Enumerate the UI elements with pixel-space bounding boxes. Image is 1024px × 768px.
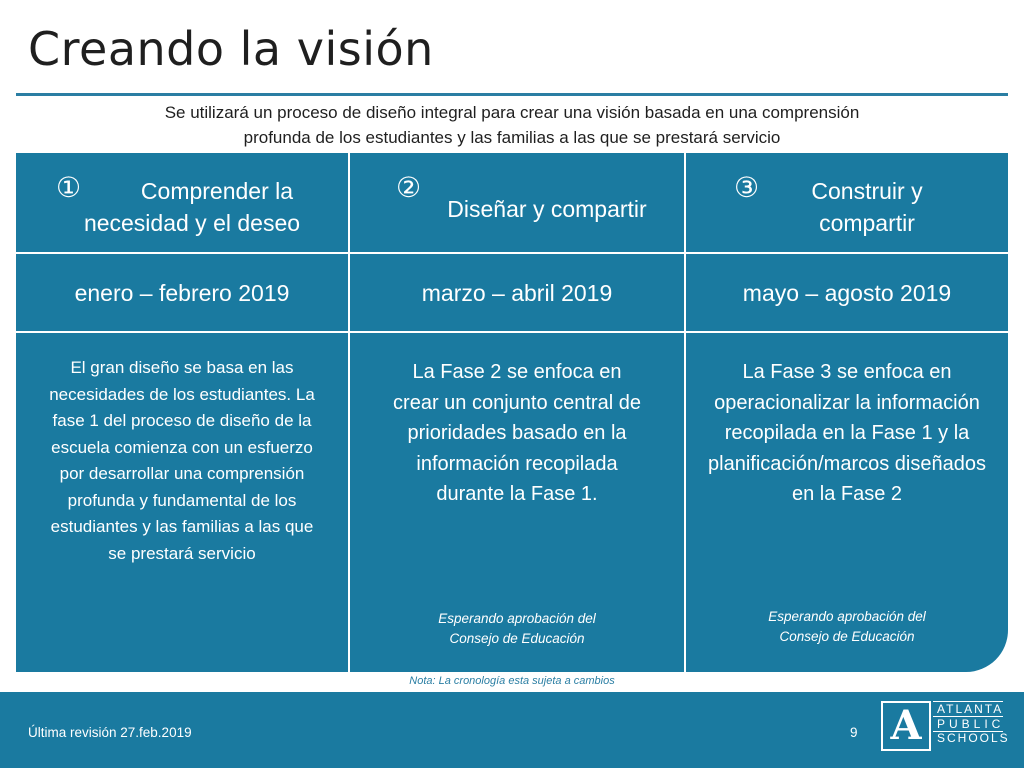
phase-2-pending-note xyxy=(350,609,684,649)
column-divider xyxy=(348,153,350,672)
logo-line-1: ATLANTA xyxy=(937,702,1004,716)
phase-3-pending-note xyxy=(686,607,1008,647)
phase-description-row xyxy=(16,333,1008,672)
phase-1-description-cell xyxy=(16,333,348,672)
phase-1-dates-cell xyxy=(16,254,348,331)
column-divider xyxy=(684,153,686,672)
phase-1-title-line-2: necesidad y el deseo xyxy=(83,210,301,236)
phase-3-title-line-1: Construir y xyxy=(811,178,923,204)
slide-subtitle xyxy=(60,100,964,150)
phase-2-description-cell xyxy=(350,333,684,672)
phases-table xyxy=(16,153,1008,672)
phase-3-pending-line-1: Esperando aprobación del xyxy=(768,609,926,624)
subtitle-line-1: Se utilizará un proceso de diseño integral para crear una visión basada en una comprensión xyxy=(164,103,860,122)
atlanta-public-schools-logo xyxy=(881,701,1010,753)
phase-2-header xyxy=(350,153,684,252)
title-divider xyxy=(16,93,1008,96)
phase-3-title-line-2: compartir xyxy=(819,210,915,236)
phase-1-header xyxy=(16,153,348,252)
phase-3-dates-cell xyxy=(686,254,1008,331)
phase-1-description: El gran diseño se basa en las necesidades de los estudiantes. La fase 1 del proceso de diseño de la escuela comienza con un esfuerzo por desarrollar una comprensión profunda y fundamental de los estudiantes y las familias a las que se prestará servicio xyxy=(49,358,315,563)
phase-2-dates-cell xyxy=(350,254,684,331)
phase-1-number: ① xyxy=(56,171,82,204)
phase-1-title xyxy=(76,175,348,239)
phase-1-dates: enero – febrero 2019 xyxy=(74,280,290,306)
phase-3-description: La Fase 3 se enfoca en operacionalizar la información recopilada en la Fase 1 y la planificación/marcos diseñados en la Fase 2 xyxy=(708,361,986,505)
page-number: 9 xyxy=(850,725,858,740)
phase-3-dates: mayo – agosto 2019 xyxy=(742,280,952,306)
phase-2-number: ② xyxy=(396,171,422,204)
revision-date: Última revisión 27.feb.2019 xyxy=(28,725,192,740)
timeline-note: Nota: La cronología esta sujeta a cambios xyxy=(409,675,615,687)
phase-2-description: La Fase 2 se enfoca en crear un conjunto central de prioridades basado en la información recopilada durante la Fase 1. xyxy=(393,361,641,505)
phase-1-title-line-1: Comprender la xyxy=(140,178,294,204)
phase-3-description-cell xyxy=(686,333,1008,672)
phase-2-title: Diseñar y compartir xyxy=(447,196,647,222)
logo-line-3: SCHOOLS xyxy=(937,731,1010,745)
phase-2-pending-line-1: Esperando aprobación del xyxy=(438,611,596,626)
footer-bar xyxy=(0,692,1024,768)
phase-title-row xyxy=(16,153,1008,252)
phase-3-title xyxy=(726,175,1008,239)
phase-3-number: ③ xyxy=(734,171,760,204)
logo-wordmark xyxy=(937,702,1010,746)
phase-dates-row xyxy=(16,254,1008,331)
logo-letter-icon: A xyxy=(881,701,931,751)
phase-2-dates: marzo – abril 2019 xyxy=(421,280,613,306)
phase-3-header xyxy=(686,153,1008,252)
phase-2-pending-line-2: Consejo de Educación xyxy=(449,631,585,646)
subtitle-line-2: profunda de los estudiantes y las familias a las que se prestará servicio xyxy=(243,128,781,147)
phase-3-pending-line-2: Consejo de Educación xyxy=(779,629,915,644)
slide-title: Creando la visión xyxy=(28,22,434,76)
logo-line-2: PUBLIC xyxy=(937,716,1005,731)
